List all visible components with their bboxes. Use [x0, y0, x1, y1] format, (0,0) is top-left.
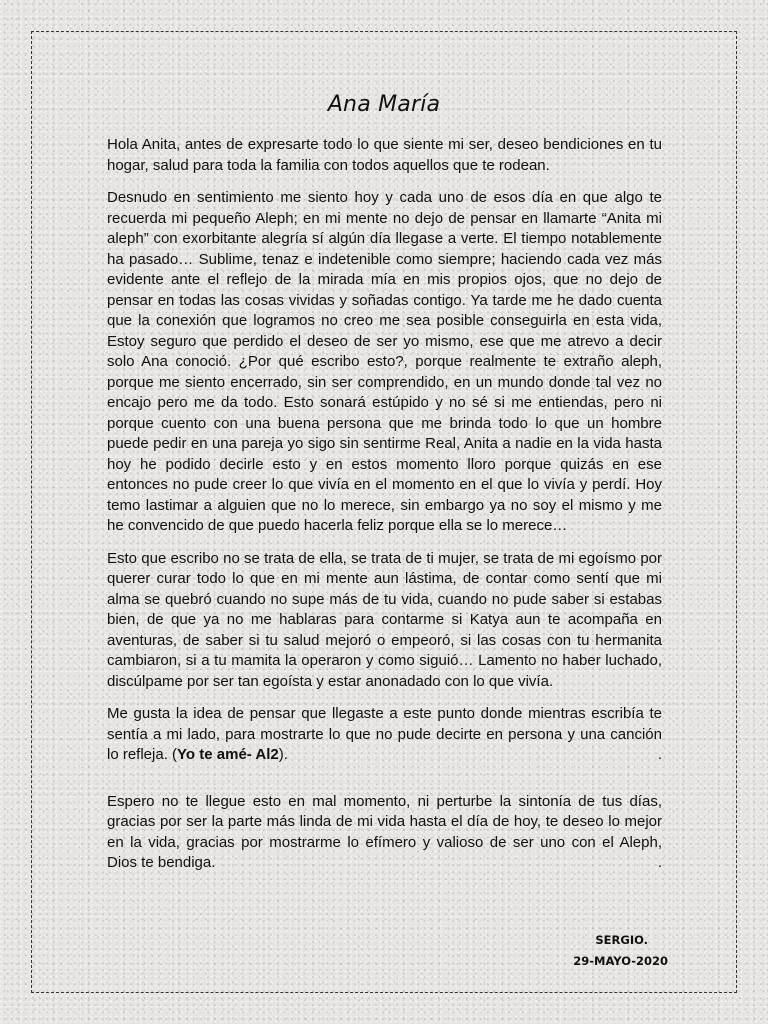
- paragraph-song: [107, 704, 662, 766]
- signature-block: [573, 930, 668, 972]
- song-intro-text: Me gusta la idea de pensar que llegaste a este punto donde mientras escribía te sentía a mi lado, para mostrarte lo que no pude decirte en persona y una canción lo refleja. (: [107, 705, 662, 763]
- signature-date: 29-MAYO-2020: [573, 954, 668, 968]
- letter-body: [107, 135, 662, 886]
- song-close-text: ).: [278, 746, 288, 763]
- paragraph-feelings: Desnudo en sentimiento me siento hoy y cada uno de esos día en que algo te recuerda mi pequeño Aleph; en mi mente no dejo de pensar en llamarte “Anita mi aleph” con exorbitante alegría sí algún día llegase a verte. El tiempo notablemente ha pasado… Sublime, tenaz e indetenible como siempre; haciendo cada vez más evidente ante el reflejo de la mirada mía en mis propios ojos, que no dejo de pensar en todas las cosas vividas y soñadas contigo. Ya tarde me he dado cuenta que la conexión que logramos no creo me sea posible conseguirla en esta vida, Estoy seguro que perdido el deseo de ser yo mismo, ese que me atrevo a decir solo Ana conoció. ¿Por qué escribo esto?, porque realmente te extraño aleph, porque me siento encerrado, sin ser comprendido, en un mundo donde tal vez no encajo pero me da todo. Esto sonará estúpido y no sé si me entiendas, pero ni porque cuento con una buena persona que me brinda todo lo que un hombre puede pedir en una pareja yo sigo sin sentirme Real, Anita a nadie en la vida hasta hoy he podido decirle esto y en estos momento lloro porque quizás en ese entonces no pude creer lo que vivía en el momento en el que lo vivía y perdí. Hoy temo lastimar a alguien que no lo merece, sin embargo ya no soy el mismo y me he convencido de que puedo hacerla feliz porque ella se lo merece…: [107, 189, 662, 534]
- paragraph-farewell: [107, 792, 662, 874]
- farewell-text: Espero no te llegue esto en mal momento, ni perturbe la sintonía de tus días, gracias por ser la parte más linda de mi vida hasta el día de hoy, te deseo lo mejor en la vida, gracias por mostrarme lo efímero y valioso de ser uno con el Aleph, Dios te bendiga.: [107, 792, 662, 871]
- paragraph-greeting: Hola Anita, antes de expresarte todo lo que siente mi ser, deseo bendiciones en tu hogar, salud para toda la familia con todos aquellos que te rodean.: [107, 136, 662, 174]
- letter-title: Ana María: [327, 92, 441, 117]
- trailing-dot: .: [657, 746, 662, 763]
- signature-name: SERGIO.: [595, 933, 648, 947]
- paragraph-egoism: Esto que escribo no se trata de ella, se trata de ti mujer, se trata de mi egoísmo por querer curar todo lo que en mi mente aun lástima, de contar como sentí que mi alma se quebró cuando no supe más de tu vida, cuando no pude saber si estabas bien, de que ya no me hablaras para contarme si Katya aun te acompaña en aventuras, de saber si tu salud mejoró o empeoró, si las cosas con tu hermanita cambiaron, si a tu mamita la operaron y como siguió… Lamento no haber luchado, discúlpame por ser tan egoísta y estar anonadado con lo que vivía.: [107, 549, 662, 690]
- song-title: Yo te amé- Al2: [177, 746, 279, 763]
- trailing-dot: .: [657, 854, 662, 871]
